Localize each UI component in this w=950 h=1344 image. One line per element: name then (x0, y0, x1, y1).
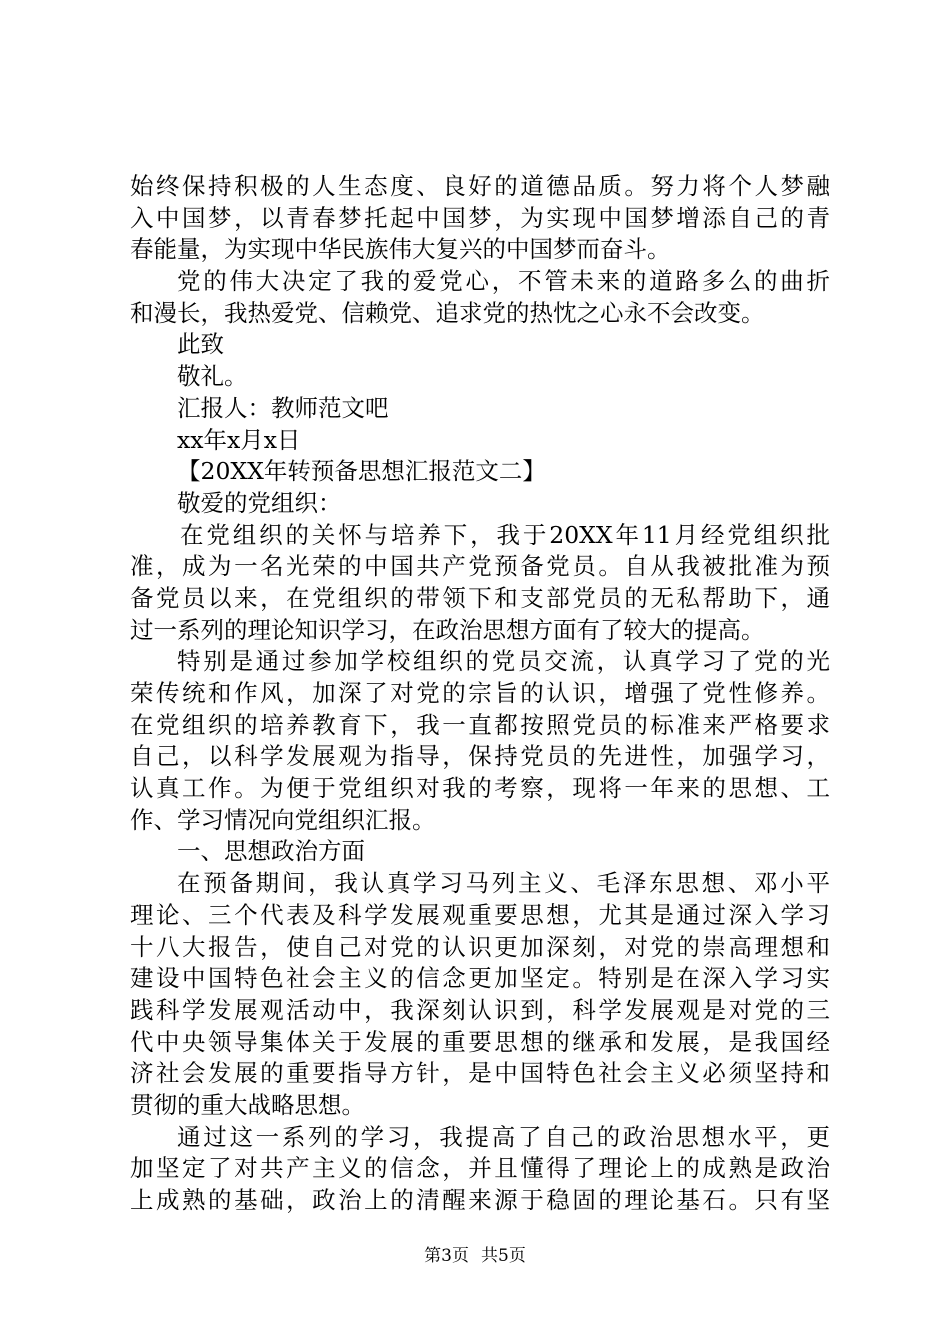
reporter-line: 汇报人：教师范文吧 (177, 393, 389, 422)
paragraph-line: 认真工作。为便于党组织对我的考察，现将一年来的思想、工 (130, 774, 830, 803)
paragraph-line: 加坚定了对共产主义的信念，并且懂得了理论上的成熟是政治 (130, 1154, 830, 1183)
paragraph-line: 过一系列的理论知识学习，在政治思想方面有了较大的提高。 (130, 615, 765, 644)
paragraph-line: 自己，以科学发展观为指导，保持党员的先进性，加强学习， (130, 742, 830, 771)
paragraph-line: 和漫长，我热爱党、信赖党、追求党的热忱之心永不会改变。 (130, 298, 765, 327)
paragraph-line: 十八大报告，使自己对党的认识更加深刻，对党的崇高理想和 (130, 932, 830, 961)
paragraph-line: 特别是通过参加学校组织的党员交流，认真学习了党的光 (177, 647, 830, 676)
paragraph-line: 入中国梦，以青春梦托起中国梦，为实现中国梦增添自己的青 (130, 203, 830, 232)
paragraph-line: 在预备期间，我认真学习马列主义、毛泽东思想、邓小平 (177, 869, 830, 898)
paragraph-line: 济社会发展的重要指导方针，是中国特色社会主义必须坚持和 (130, 1059, 830, 1088)
paragraph-line: 始终保持积极的人生态度、良好的道德品质。努力将个人梦融 (130, 172, 830, 200)
subsection-heading: 一、思想政治方面 (177, 837, 365, 866)
paragraph-line: 通过这一系列的学习，我提高了自己的政治思想水平，更 (177, 1122, 830, 1151)
paragraph-line: 准，成为一名光荣的中国共产党预备党员。自从我被批准为预 (130, 552, 830, 581)
paragraph-line: 建设中国特色社会主义的信念更加坚定。特别是在深入学习实 (130, 964, 830, 993)
paragraph-line: 党的伟大决定了我的爱党心，不管未来的道路多么的曲折 (177, 267, 830, 296)
date-line: xx年x月x日 (177, 425, 301, 454)
paragraph-line: 荣传统和作风，加深了对党的宗旨的认识，增强了党性修养。 (130, 679, 830, 707)
paragraph-line: 贯彻的重大战略思想。 (130, 1090, 365, 1119)
page-total: 共5页 (481, 1246, 526, 1266)
closing-line: 敬礼。 (177, 362, 248, 391)
page-number: 第3页 (424, 1246, 469, 1266)
paragraph-line: 践科学发展观活动中，我深刻认识到，科学发展观是对党的三 (130, 995, 830, 1024)
salutation-line: 此致 (177, 330, 224, 359)
paragraph-line: 上成熟的基础，政治上的清醒来源于稳固的理论基石。只有坚 (130, 1186, 830, 1214)
paragraph-line: 作、学习情况向党组织汇报。 (130, 805, 436, 834)
paragraph-line: 在党组织的关怀与培养下，我于20XX年11月经党组织批 (180, 520, 830, 549)
paragraph-line: 理论、三个代表及科学发展观重要思想，尤其是通过深入学习 (130, 900, 830, 929)
section-title: 【20XX年转预备思想汇报范文二】 (177, 457, 546, 486)
paragraph-line: 代中央领导集体关于发展的重要思想的继承和发展，是我国经 (130, 1027, 830, 1056)
page-footer (0, 1246, 950, 1266)
paragraph-line: 备党员以来，在党组织的带领下和支部党员的无私帮助下，通 (130, 583, 830, 612)
greeting-line: 敬爱的党组织： (177, 488, 342, 517)
paragraph-line: 春能量，为实现中华民族伟大复兴的中国梦而奋斗。 (130, 235, 671, 264)
document-body (130, 171, 830, 1217)
paragraph-line: 在党组织的培养教育下，我一直都按照党员的标准来严格要求 (130, 710, 830, 739)
